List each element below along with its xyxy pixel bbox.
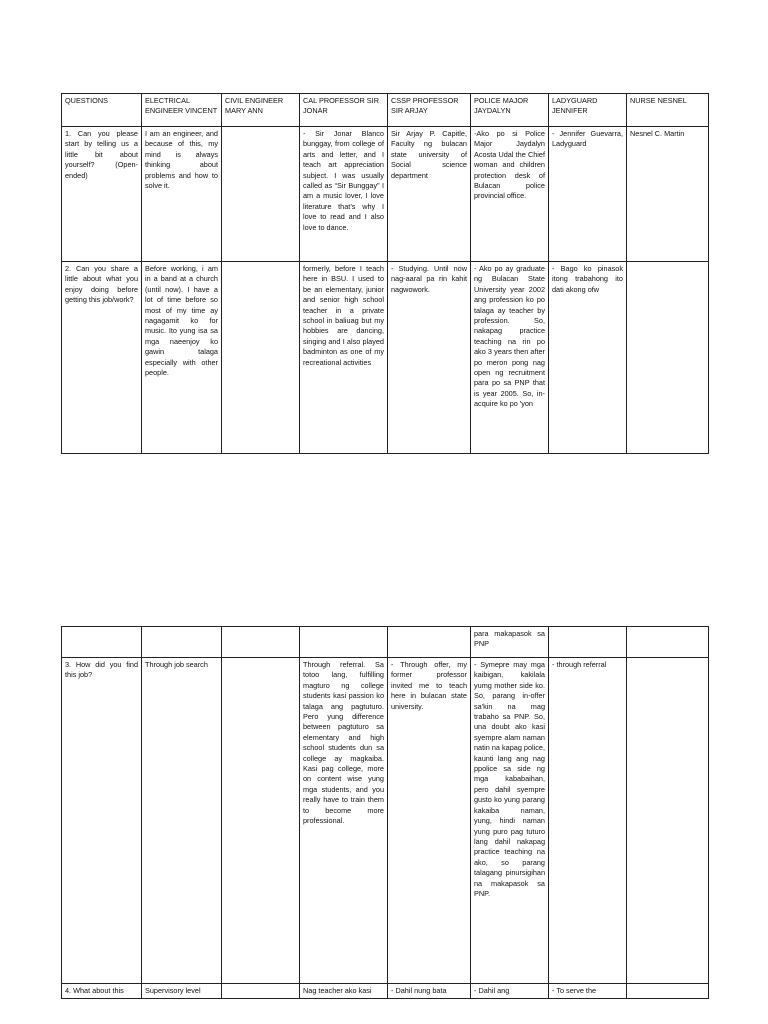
table-cell: - Sir Jonar Blanco bunggay, from college of arts and letter, and I teach art appreciation subject. I was usually called as “Sir Bunggay” I am a music lover, I love literature that’s why I love to read and I also love to dance.	[300, 127, 388, 262]
table-cell: formerly, before I teach here in BSU. I used to be an elementary, junior and senior high school teacher in a private school in baliuag but my hobbies are dancing, singing and I also played badminton as one of my recreational activities	[300, 262, 388, 454]
table-cell: - Studying. Until now nag-aaral pa rin kahit nagwowork.	[388, 262, 471, 454]
table-cell: para makapasok sa PNP	[471, 627, 549, 658]
table-cell	[222, 658, 300, 984]
table-cell: 4. What about this	[62, 984, 142, 999]
table-cell	[300, 627, 388, 658]
table-cell: Before working, i am in a band at a church (until now). I have a lot of time before so most of my time ay nagagamit ko for music. Ito yung isa sa mga naeenjoy ko gawin talaga especially with other people.	[142, 262, 222, 454]
table-row	[62, 627, 709, 658]
table-cell: I am an engineer, and because of this, my mind is always thinking about problems and how to solve it.	[142, 127, 222, 262]
header-cell-ladyguard: LADYGUARD JENNIFER	[549, 94, 627, 127]
table-cell	[627, 627, 709, 658]
header-cell-police-major: POLICE MAJOR JAYDALYN	[471, 94, 549, 127]
table-cell: - Ako po ay graduate ng Bulacan State University year 2002 ang profession ko po talaga ay teacher by profession. So, nakapag practice teaching na rin po ako 3 years then after po meron pong nag open ng recruitment para po sa PNP that is year 2005. So, in-acquire ko po 'yon	[471, 262, 549, 454]
table-cell	[62, 627, 142, 658]
table-cell	[627, 262, 709, 454]
table-row	[62, 658, 709, 984]
interview-table-page-2	[61, 626, 709, 999]
table-cell: - Dahil ang	[471, 984, 549, 999]
header-row	[62, 94, 709, 127]
table-row	[62, 262, 709, 454]
table-cell: - Symepre may mga kaibigan, kakilala yumg mother side ko. So, parang in-offer sa'kin na mag trabaho sa PNP. So, una doubt ako kasi syempre alam naman natin na kapag police, kaunti lang ang nag ppolice sa side ng mga kababaihan, pero dahil syempre gusto ko yung parang kakaiba naman, yung, hindi naman yung puro pag tuturo lang dahil nakapag practice teaching na ako, so parang talagang pinursigihan na makapasok sa PNP.	[471, 658, 549, 984]
table-cell: - To serve the	[549, 984, 627, 999]
table-cell: - Bago ko pinasok itong trabahong ito dati akong ofw	[549, 262, 627, 454]
table-row	[62, 984, 709, 999]
header-cell-nurse: NURSE NESNEL	[627, 94, 709, 127]
table-cell	[222, 127, 300, 262]
table-cell	[627, 658, 709, 984]
header-cell-civil-engineer: CIVIL ENGINEER MARY ANN	[222, 94, 300, 127]
table-cell: Nesnel C. Martin	[627, 127, 709, 262]
table-cell: - Dahil nung bata	[388, 984, 471, 999]
table-cell: Supervisory level	[142, 984, 222, 999]
header-cell-electrical-engineer: ELECTRICAL ENGINEER VINCENT	[142, 94, 222, 127]
table-cell	[222, 984, 300, 999]
table-cell: - Through offer, my former professor invited me to teach here in bulacan state university.	[388, 658, 471, 984]
table-cell: -Ako po si Police Major Jaydalyn Acosta Udal the Chief woman and children protection desk of Bulacan police provincial office.	[471, 127, 549, 262]
table-row	[62, 127, 709, 262]
table-cell	[627, 984, 709, 999]
header-cell-cssp-professor: CSSP PROFESSOR SIR ARJAY	[388, 94, 471, 127]
table-cell	[222, 262, 300, 454]
header-cell-cal-professor: CAL PROFESSOR SIR JONAR	[300, 94, 388, 127]
table-cell: Sir Arjay P. Capitle, Faculty ng bulacan state university of Social science department	[388, 127, 471, 262]
table-cell	[222, 627, 300, 658]
table-cell	[142, 627, 222, 658]
table-cell: 2. Can you share a little about what you enjoy doing before getting this job/work?	[62, 262, 142, 454]
table-cell: Through job search	[142, 658, 222, 984]
interview-table-page-1	[61, 93, 709, 454]
table-cell	[549, 627, 627, 658]
table-cell: Through referral. Sa totoo lang, fulfilling magturo ng college students kasi passion ko talaga ang pagtuturo. Pero yung difference between pagtuturo sa elementary and high school students dun sa college ay magkaiba. Kasi pag college, more on content wise yung mga students, and you really have to train them to become more professional.	[300, 658, 388, 984]
table-cell: Nag teacher ako kasi	[300, 984, 388, 999]
table-cell: - Jennifer Guevarra, Ladyguard	[549, 127, 627, 262]
header-cell-questions: QUESTIONS	[62, 94, 142, 127]
table-cell: 1. Can you please start by telling us a little bit about yourself? (Open-ended)	[62, 127, 142, 262]
table-cell: 3. How did you find this job?	[62, 658, 142, 984]
table-cell	[388, 627, 471, 658]
table-cell: - through referral	[549, 658, 627, 984]
